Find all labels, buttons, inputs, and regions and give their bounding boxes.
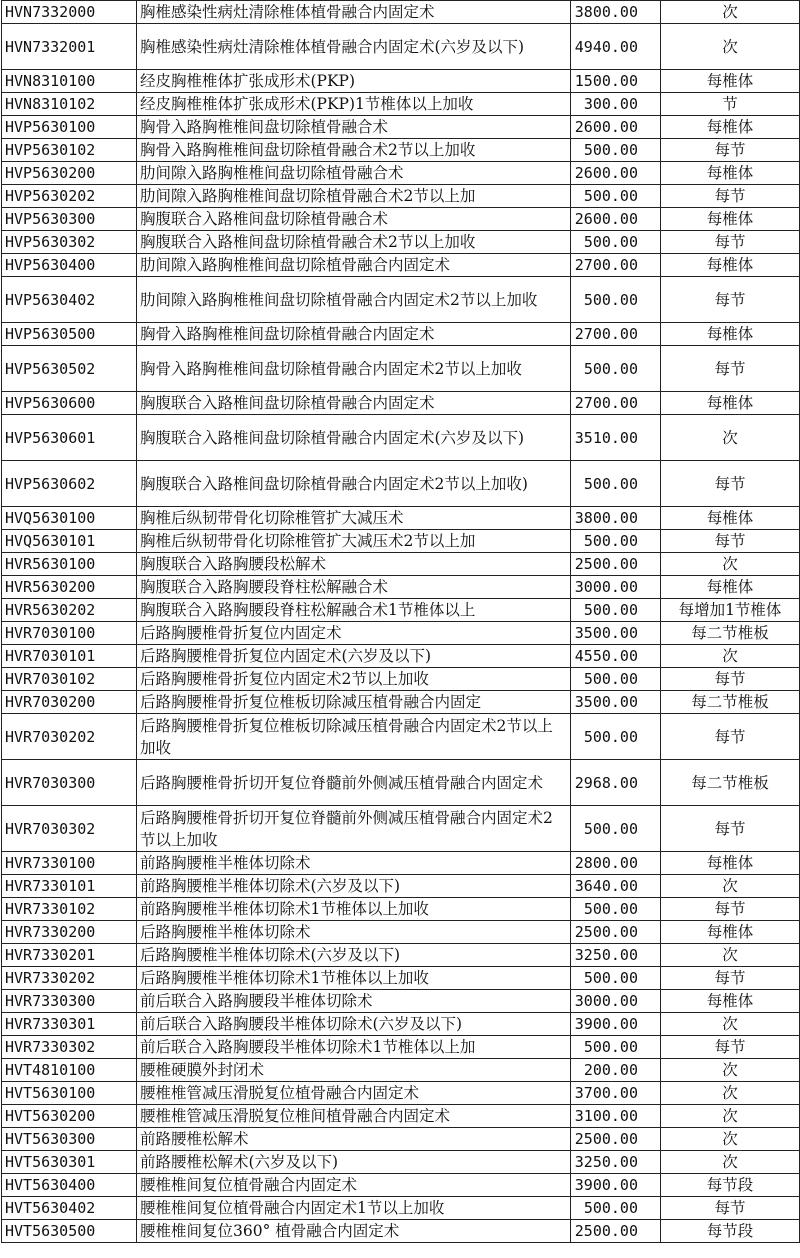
item-name-cell: 前路腰椎松解术(六岁及以下) [137, 1151, 571, 1174]
table-row [2, 668, 800, 691]
item-unit-cell: 每节 [661, 898, 800, 921]
item-name-cell: 胸骨入路胸椎椎间盘切除植骨融合术2节以上加收 [137, 139, 571, 162]
item-unit-cell: 节 [661, 93, 800, 116]
item-name-cell: 腰椎椎管减压滑脱复位植骨融合内固定术 [137, 1082, 571, 1105]
item-price-cell: 3100.00 [571, 1105, 661, 1128]
item-name-cell: 腰椎椎间复位植骨融合内固定术1节以上加收 [137, 1197, 571, 1220]
item-unit-cell: 每增加1节椎体 [661, 599, 800, 622]
item-code-cell: HVP5630400 [2, 254, 137, 277]
item-unit-cell: 每节 [661, 185, 800, 208]
table-row [2, 415, 800, 461]
item-name-cell: 后路胸腰椎半椎体切除术1节椎体以上加收 [137, 967, 571, 990]
item-price-cell: 200.00 [571, 1059, 661, 1082]
item-code-cell: HVR7330102 [2, 898, 137, 921]
table-row [2, 576, 800, 599]
item-price-cell: 2600.00 [571, 116, 661, 139]
item-price-cell: 500.00 [571, 1197, 661, 1220]
item-unit-cell: 每椎体 [661, 116, 800, 139]
item-name-cell: 后路胸腰椎半椎体切除术 [137, 921, 571, 944]
item-code-cell: HVP5630600 [2, 392, 137, 415]
item-name-cell: 胸椎感染性病灶清除椎体植骨融合内固定术 [137, 1, 571, 24]
item-unit-cell: 每节 [661, 1197, 800, 1220]
item-code-cell: HVR7030101 [2, 645, 137, 668]
item-code-cell: HVP5630202 [2, 185, 137, 208]
item-unit-cell: 每椎体 [661, 990, 800, 1013]
item-unit-cell: 次 [661, 944, 800, 967]
item-code-cell: HVR7030202 [2, 714, 137, 760]
item-name-cell: 胸腹联合入路胸腰段脊柱松解融合术 [137, 576, 571, 599]
item-code-cell: HVR7030302 [2, 806, 137, 852]
item-unit-cell: 每椎体 [661, 254, 800, 277]
item-code-cell: HVT5630200 [2, 1105, 137, 1128]
item-name-cell: 后路胸腰椎骨折复位内固定术2节以上加收 [137, 668, 571, 691]
table-row [2, 1, 800, 24]
item-price-cell: 3500.00 [571, 622, 661, 645]
table-row [2, 24, 800, 70]
item-price-cell: 3900.00 [571, 1174, 661, 1197]
item-name-cell: 胸椎后纵韧带骨化切除椎管扩大减压术 [137, 507, 571, 530]
item-price-cell: 2700.00 [571, 392, 661, 415]
item-code-cell: HVT4810100 [2, 1059, 137, 1082]
table-row [2, 1036, 800, 1059]
item-code-cell: HVR7030200 [2, 691, 137, 714]
item-code-cell: HVP5630102 [2, 139, 137, 162]
item-unit-cell: 每椎体 [661, 921, 800, 944]
item-price-cell: 500.00 [571, 346, 661, 392]
table-row [2, 507, 800, 530]
item-name-cell: 腰椎硬膜外封闭术 [137, 1059, 571, 1082]
item-unit-cell: 每节 [661, 967, 800, 990]
table-row [2, 530, 800, 553]
item-name-cell: 胸椎后纵韧带骨化切除椎管扩大减压术2节以上加 [137, 530, 571, 553]
item-unit-cell: 次 [661, 875, 800, 898]
item-price-cell: 2500.00 [571, 921, 661, 944]
table-row [2, 162, 800, 185]
item-name-cell: 胸骨入路胸椎椎间盘切除植骨融合内固定术 [137, 323, 571, 346]
item-code-cell: HVP5630100 [2, 116, 137, 139]
item-code-cell: HVR7330200 [2, 921, 137, 944]
item-unit-cell: 每椎体 [661, 507, 800, 530]
item-code-cell: HVP5630500 [2, 323, 137, 346]
item-code-cell: HVP5630601 [2, 415, 137, 461]
item-code-cell: HVT5630300 [2, 1128, 137, 1151]
item-price-cell: 500.00 [571, 231, 661, 254]
item-name-cell: 后路胸腰椎骨折复位内固定术(六岁及以下) [137, 645, 571, 668]
table-row [2, 622, 800, 645]
item-unit-cell: 每节段 [661, 1220, 800, 1243]
item-code-cell: HVN7332001 [2, 24, 137, 70]
table-row [2, 116, 800, 139]
item-unit-cell: 每节 [661, 139, 800, 162]
item-price-cell: 2800.00 [571, 852, 661, 875]
item-name-cell: 胸椎感染性病灶清除椎体植骨融合内固定术(六岁及以下) [137, 24, 571, 70]
item-name-cell: 胸腹联合入路椎间盘切除植骨融合术 [137, 208, 571, 231]
item-price-cell: 3000.00 [571, 990, 661, 1013]
item-price-cell: 500.00 [571, 461, 661, 507]
item-price-cell: 300.00 [571, 93, 661, 116]
item-name-cell: 肋间隙入路胸椎椎间盘切除植骨融合术2节以上加 [137, 185, 571, 208]
table-row [2, 1082, 800, 1105]
table-row [2, 208, 800, 231]
item-code-cell: HVP5630602 [2, 461, 137, 507]
item-code-cell: HVR7330201 [2, 944, 137, 967]
item-price-cell: 2500.00 [571, 1128, 661, 1151]
item-unit-cell: 次 [661, 1059, 800, 1082]
table-row [2, 714, 800, 760]
item-name-cell: 前路胸腰椎半椎体切除术(六岁及以下) [137, 875, 571, 898]
item-unit-cell: 次 [661, 645, 800, 668]
item-name-cell: 腰椎椎管减压滑脱复位椎间植骨融合内固定术 [137, 1105, 571, 1128]
item-code-cell: HVR5630200 [2, 576, 137, 599]
item-name-cell: 腰椎椎间复位360° 植骨融合内固定术 [137, 1220, 571, 1243]
item-name-cell: 后路胸腰椎骨折切开复位脊髓前外侧减压植骨融合内固定术2节以上加收 [137, 806, 571, 852]
item-price-cell: 2600.00 [571, 208, 661, 231]
table-row [2, 990, 800, 1013]
table-row [2, 944, 800, 967]
item-name-cell: 前路胸腰椎半椎体切除术1节椎体以上加收 [137, 898, 571, 921]
item-name-cell: 肋间隙入路胸椎椎间盘切除植骨融合术 [137, 162, 571, 185]
item-price-cell: 2968.00 [571, 760, 661, 806]
item-code-cell: HVR7330100 [2, 852, 137, 875]
item-code-cell: HVR7330202 [2, 967, 137, 990]
item-name-cell: 后路胸腰椎半椎体切除术(六岁及以下) [137, 944, 571, 967]
item-name-cell: 前后联合入路胸腰段半椎体切除术 [137, 990, 571, 1013]
item-name-cell: 经皮胸椎椎体扩张成形术(PKP) [137, 70, 571, 93]
item-unit-cell: 每二节椎板 [661, 760, 800, 806]
table-row [2, 254, 800, 277]
item-price-cell: 3800.00 [571, 1, 661, 24]
table-row [2, 1220, 800, 1243]
item-unit-cell: 次 [661, 1151, 800, 1174]
table-row [2, 553, 800, 576]
item-price-cell: 3640.00 [571, 875, 661, 898]
item-unit-cell: 次 [661, 1105, 800, 1128]
item-unit-cell: 每节 [661, 346, 800, 392]
item-name-cell: 前路腰椎松解术 [137, 1128, 571, 1151]
item-name-cell: 胸腹联合入路胸腰段松解术 [137, 553, 571, 576]
item-name-cell: 胸腹联合入路胸腰段脊柱松解融合术1节椎体以上 [137, 599, 571, 622]
table-row [2, 323, 800, 346]
table-row [2, 1013, 800, 1036]
item-unit-cell: 每二节椎板 [661, 622, 800, 645]
item-unit-cell: 每节 [661, 806, 800, 852]
table-row [2, 277, 800, 323]
table-row [2, 461, 800, 507]
item-unit-cell: 每节 [661, 231, 800, 254]
item-price-cell: 2500.00 [571, 553, 661, 576]
table-row [2, 70, 800, 93]
item-price-cell: 3000.00 [571, 576, 661, 599]
item-name-cell: 胸骨入路胸椎椎间盘切除植骨融合内固定术2节以上加收 [137, 346, 571, 392]
item-code-cell: HVT5630301 [2, 1151, 137, 1174]
item-code-cell: HVR7330101 [2, 875, 137, 898]
item-price-cell: 3250.00 [571, 944, 661, 967]
table-row [2, 921, 800, 944]
item-unit-cell: 次 [661, 1013, 800, 1036]
item-code-cell: HVR7030300 [2, 760, 137, 806]
table-row [2, 852, 800, 875]
item-name-cell: 胸骨入路胸椎椎间盘切除植骨融合术 [137, 116, 571, 139]
item-price-cell: 3250.00 [571, 1151, 661, 1174]
item-name-cell: 胸腹联合入路椎间盘切除植骨融合内固定术 [137, 392, 571, 415]
item-code-cell: HVR7330301 [2, 1013, 137, 1036]
item-price-cell: 500.00 [571, 898, 661, 921]
item-unit-cell: 每节 [661, 668, 800, 691]
item-price-cell: 500.00 [571, 967, 661, 990]
item-price-cell: 500.00 [571, 668, 661, 691]
table-row [2, 93, 800, 116]
table-row [2, 231, 800, 254]
table-row [2, 691, 800, 714]
table-row [2, 1059, 800, 1082]
item-price-cell: 500.00 [571, 714, 661, 760]
table-row [2, 760, 800, 806]
item-price-cell: 1500.00 [571, 70, 661, 93]
item-price-cell: 3700.00 [571, 1082, 661, 1105]
table-row [2, 645, 800, 668]
item-unit-cell: 每椎体 [661, 70, 800, 93]
item-code-cell: HVR7030100 [2, 622, 137, 645]
item-code-cell: HVQ5630101 [2, 530, 137, 553]
item-name-cell: 后路胸腰椎骨折切开复位脊髓前外侧减压植骨融合内固定术 [137, 760, 571, 806]
table-row [2, 1174, 800, 1197]
item-name-cell: 胸腹联合入路椎间盘切除植骨融合内固定术(六岁及以下) [137, 415, 571, 461]
item-price-cell: 500.00 [571, 599, 661, 622]
item-unit-cell: 每二节椎板 [661, 691, 800, 714]
table-row [2, 967, 800, 990]
item-code-cell: HVN8310100 [2, 70, 137, 93]
table-row [2, 1197, 800, 1220]
item-unit-cell: 次 [661, 553, 800, 576]
item-unit-cell: 次 [661, 24, 800, 70]
item-code-cell: HVP5630502 [2, 346, 137, 392]
item-unit-cell: 每节 [661, 530, 800, 553]
table-row [2, 806, 800, 852]
item-name-cell: 肋间隙入路胸椎椎间盘切除植骨融合内固定术 [137, 254, 571, 277]
item-unit-cell: 每椎体 [661, 576, 800, 599]
item-unit-cell: 每节 [661, 461, 800, 507]
item-unit-cell: 每椎体 [661, 852, 800, 875]
item-name-cell: 后路胸腰椎骨折复位椎板切除减压植骨融合内固定 [137, 691, 571, 714]
item-price-cell: 4550.00 [571, 645, 661, 668]
item-price-cell: 2700.00 [571, 323, 661, 346]
item-name-cell: 胸腹联合入路椎间盘切除植骨融合术2节以上加收 [137, 231, 571, 254]
item-code-cell: HVT5630402 [2, 1197, 137, 1220]
item-unit-cell: 每椎体 [661, 208, 800, 231]
item-code-cell: HVP5630402 [2, 277, 137, 323]
table-row [2, 898, 800, 921]
table-row [2, 346, 800, 392]
item-name-cell: 腰椎椎间复位植骨融合内固定术 [137, 1174, 571, 1197]
item-unit-cell: 每椎体 [661, 392, 800, 415]
item-name-cell: 肋间隙入路胸椎椎间盘切除植骨融合内固定术2节以上加收 [137, 277, 571, 323]
table-row [2, 139, 800, 162]
item-price-cell: 4940.00 [571, 24, 661, 70]
table-row [2, 1105, 800, 1128]
item-name-cell: 经皮胸椎椎体扩张成形术(PKP)1节椎体以上加收 [137, 93, 571, 116]
item-code-cell: HVQ5630100 [2, 507, 137, 530]
table-row [2, 1151, 800, 1174]
item-price-cell: 2700.00 [571, 254, 661, 277]
table-row [2, 599, 800, 622]
table-row [2, 1128, 800, 1151]
item-unit-cell: 次 [661, 415, 800, 461]
table-row [2, 875, 800, 898]
item-code-cell: HVP5630300 [2, 208, 137, 231]
item-price-cell: 500.00 [571, 530, 661, 553]
item-code-cell: HVT5630400 [2, 1174, 137, 1197]
item-unit-cell: 每椎体 [661, 323, 800, 346]
item-unit-cell: 每节 [661, 277, 800, 323]
item-name-cell: 前后联合入路胸腰段半椎体切除术(六岁及以下) [137, 1013, 571, 1036]
item-code-cell: HVR5630100 [2, 553, 137, 576]
item-price-cell: 3900.00 [571, 1013, 661, 1036]
fee-table-body [2, 1, 800, 1243]
item-name-cell: 后路胸腰椎骨折复位内固定术 [137, 622, 571, 645]
item-code-cell: HVT5630100 [2, 1082, 137, 1105]
item-code-cell: HVT5630500 [2, 1220, 137, 1243]
item-price-cell: 3800.00 [571, 507, 661, 530]
item-name-cell: 前后联合入路胸腰段半椎体切除术1节椎体以上加 [137, 1036, 571, 1059]
item-name-cell: 后路胸腰椎骨折复位椎板切除减压植骨融合内固定术2节以上加收 [137, 714, 571, 760]
item-code-cell: HVR5630202 [2, 599, 137, 622]
item-code-cell: HVR7330302 [2, 1036, 137, 1059]
item-price-cell: 500.00 [571, 139, 661, 162]
item-price-cell: 500.00 [571, 185, 661, 208]
item-unit-cell: 每节段 [661, 1174, 800, 1197]
item-unit-cell: 次 [661, 1128, 800, 1151]
item-price-cell: 500.00 [571, 806, 661, 852]
item-unit-cell: 每椎体 [661, 162, 800, 185]
item-price-cell: 500.00 [571, 1036, 661, 1059]
item-unit-cell: 每节 [661, 1036, 800, 1059]
item-unit-cell: 次 [661, 1, 800, 24]
item-unit-cell: 每节 [661, 714, 800, 760]
item-code-cell: HVN8310102 [2, 93, 137, 116]
table-row [2, 392, 800, 415]
item-code-cell: HVP5630302 [2, 231, 137, 254]
item-unit-cell: 次 [661, 1082, 800, 1105]
item-code-cell: HVR7330300 [2, 990, 137, 1013]
item-code-cell: HVP5630200 [2, 162, 137, 185]
item-price-cell: 500.00 [571, 277, 661, 323]
item-price-cell: 3500.00 [571, 691, 661, 714]
item-price-cell: 2500.00 [571, 1220, 661, 1243]
item-name-cell: 胸腹联合入路椎间盘切除植骨融合内固定术2节以上加收) [137, 461, 571, 507]
item-code-cell: HVN7332000 [2, 1, 137, 24]
item-price-cell: 3510.00 [571, 415, 661, 461]
table-row [2, 185, 800, 208]
item-price-cell: 2600.00 [571, 162, 661, 185]
item-name-cell: 前路胸腰椎半椎体切除术 [137, 852, 571, 875]
fee-table [1, 0, 800, 1243]
item-code-cell: HVR7030102 [2, 668, 137, 691]
